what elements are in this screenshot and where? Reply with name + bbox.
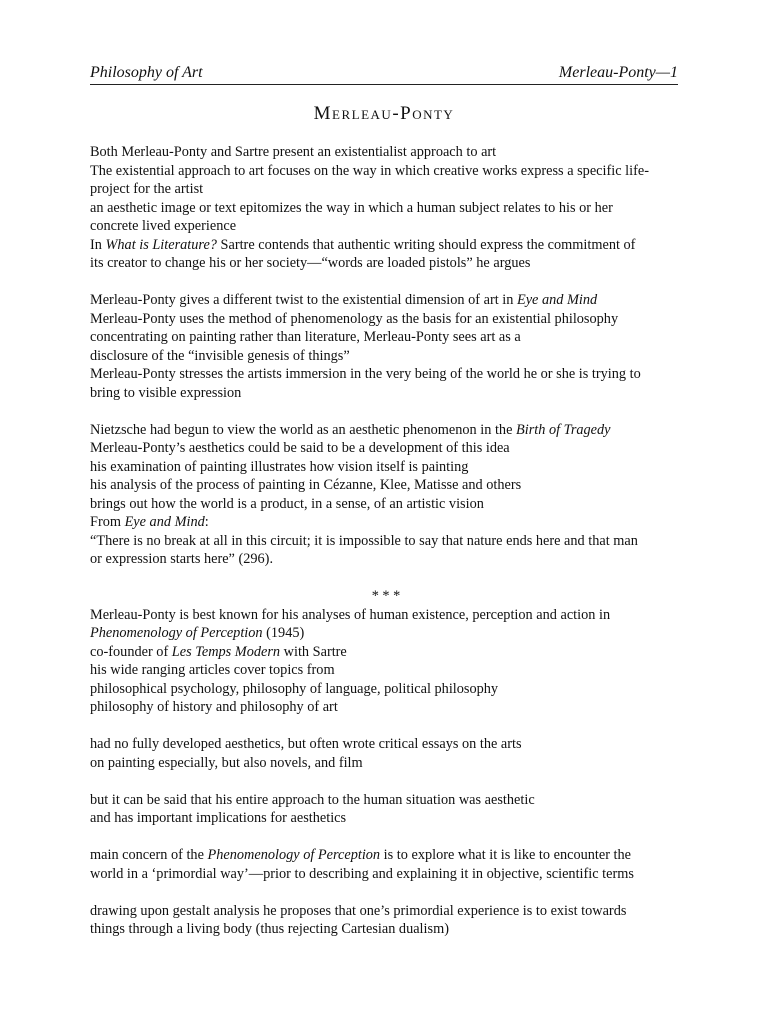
text-line: [90, 328, 682, 347]
paragraph: [90, 791, 682, 828]
text-run: philosophy of history and philosophy of art: [90, 699, 338, 715]
paragraph: [90, 421, 682, 569]
paragraph: [90, 735, 682, 772]
text-run: things through a living body (thus rejecting Cartesian dualism): [90, 921, 449, 937]
text-line: [90, 254, 682, 273]
text-line: [90, 439, 682, 458]
text-run: From: [90, 514, 125, 530]
text-line: [90, 624, 682, 643]
text-line: [90, 162, 682, 181]
text-run: concrete lived experience: [90, 218, 237, 234]
italic-title: Eye and Mind: [516, 292, 598, 308]
text-run: Merleau-Ponty is best known for his analyses of human existence, perception and action in: [90, 606, 611, 623]
text-line: [90, 180, 682, 199]
text-line: [90, 698, 682, 717]
text-line: [90, 902, 682, 921]
italic-title: Phenomenology of Perception: [207, 847, 381, 863]
text-run: an aesthetic image or text epitomizes the way in which a human subject relates to his or her: [90, 199, 613, 216]
text-line: [90, 680, 682, 699]
paragraph: [90, 902, 682, 939]
text-run: with Sartre: [280, 643, 347, 660]
body-text: [90, 143, 682, 939]
text-line: [90, 754, 682, 773]
text-run: Merleau-Ponty uses the method of phenomenology as the basis for an existential philosophy: [90, 310, 619, 327]
text-line: [90, 199, 682, 218]
text-run: disclosure of the “invisible genesis of things”: [90, 347, 350, 364]
page-title: Merleau-Ponty: [313, 103, 455, 124]
text-run: “There is no break at all in this circuit; it is impossible to say that nature ends here and that man: [90, 532, 638, 549]
text-run: Both Merleau-Ponty and Sartre present an existentialist approach to art: [90, 144, 497, 160]
text-line: [90, 421, 682, 440]
text-run: Sartre contends that authentic writing should express the commitment of: [216, 236, 636, 253]
text-line: [90, 643, 682, 662]
text-run: or expression starts here” (296).: [90, 551, 274, 567]
header-page-label: Merleau-Ponty—1: [558, 64, 678, 81]
text-run: his wide ranging articles cover topics from: [90, 662, 335, 678]
paragraph: [90, 143, 682, 273]
text-line: [90, 143, 682, 162]
paragraph-gap: [90, 717, 682, 736]
text-run: his examination of painting illustrates how vision itself is painting: [90, 458, 469, 475]
text-run: co-founder of: [90, 643, 172, 660]
text-line: [90, 310, 682, 329]
text-line: [90, 865, 682, 884]
text-line: [90, 846, 682, 865]
text-line: [90, 587, 682, 606]
text-run: Merleau-Ponty gives a different twist to the existential dimension of art in: [90, 292, 517, 308]
paragraph: [90, 606, 682, 717]
text-run: (1945): [262, 625, 305, 641]
paragraph: [90, 291, 682, 402]
text-run: his analysis of the process of painting in Cézanne, Klee, Matisse and others: [90, 477, 522, 493]
text-run: project for the artist: [90, 181, 204, 197]
text-run: The existential approach to art focuses on the way in which creative works express a specific life-: [90, 162, 649, 179]
text-line: [90, 809, 682, 828]
text-line: [90, 532, 682, 551]
italic-title: Birth of Tragedy: [516, 421, 611, 438]
text-run: Merleau-Ponty stresses the artists immersion in the very being of the world he or she is trying to: [90, 366, 641, 382]
text-run: world in a ‘primordial way’—prior to describing and explaining it in objective, scientific terms: [90, 865, 634, 882]
text-run: had no fully developed aesthetics, but often wrote critical essays on the arts: [90, 736, 522, 752]
paragraph-gap: [90, 883, 682, 902]
paragraph-gap: [90, 772, 682, 791]
text-line: [90, 217, 682, 236]
italic-title: What is Literature?: [105, 236, 217, 253]
text-run: on painting especially, but also novels, and film: [90, 754, 363, 771]
text-line: [90, 661, 682, 680]
text-line: [90, 365, 682, 384]
text-run: philosophical psychology, philosophy of language, political philosophy: [90, 680, 499, 697]
section-divider: [90, 587, 682, 606]
text-line: [90, 291, 682, 310]
text-run: its creator to change his or her society—“words are loaded pistols” he argues: [90, 255, 531, 271]
text-line: [90, 458, 682, 477]
italic-title: Les Temps Modern: [171, 643, 281, 660]
text-run: brings out how the world is a product, in a sense, of an artistic vision: [90, 495, 484, 512]
text-line: [90, 920, 682, 939]
paragraph-gap: [90, 828, 682, 847]
text-line: [90, 236, 682, 255]
paragraph-gap: [90, 402, 682, 421]
text-run: drawing upon gestalt analysis he proposes that one’s primordial experience is to exist towards: [90, 902, 627, 919]
paragraph-gap: [90, 569, 682, 588]
italic-title: Eye and Mind: [124, 514, 205, 530]
text-run: is to explore what it is like to encounter the: [380, 847, 632, 863]
header-course-title: Philosophy of Art: [90, 64, 203, 81]
text-run: * * *: [371, 588, 401, 604]
running-header: [90, 62, 678, 85]
text-line: [90, 513, 682, 532]
text-run: and has important implications for aesthetics: [90, 810, 347, 826]
text-line: [90, 735, 682, 754]
text-run: Merleau-Ponty’s aesthetics could be said to be a development of this idea: [90, 440, 510, 456]
text-run: In: [90, 236, 106, 253]
paragraph: [90, 846, 682, 883]
text-run: concentrating on painting rather than literature, Merleau-Ponty sees art as a: [90, 329, 521, 345]
text-run: but it can be said that his entire approach to the human situation was aesthetic: [90, 791, 535, 808]
text-run: Nietzsche had begun to view the world as an aesthetic phenomenon in the: [90, 421, 516, 438]
text-run: main concern of the: [90, 847, 208, 863]
italic-title: Phenomenology of Perception: [90, 625, 263, 641]
text-line: [90, 791, 682, 810]
text-line: [90, 495, 682, 514]
text-line: [90, 384, 682, 403]
text-line: [90, 476, 682, 495]
text-line: [90, 550, 682, 569]
text-run: bring to visible expression: [90, 384, 242, 401]
text-line: [90, 347, 682, 366]
text-run: :: [204, 514, 209, 530]
text-line: [90, 606, 682, 625]
paragraph-gap: [90, 273, 682, 292]
